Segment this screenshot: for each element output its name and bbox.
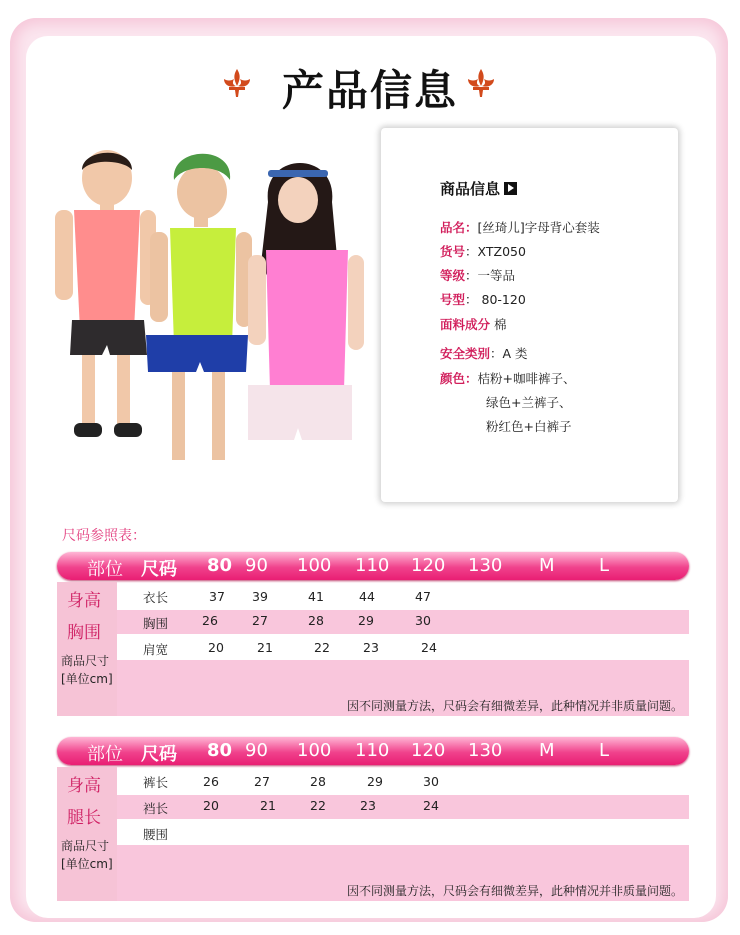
table-cell: 21 <box>260 798 276 813</box>
fleur-de-lis-icon <box>464 66 498 100</box>
left-label-unit: [单位cm] <box>61 672 113 686</box>
page-title: 产品信息 <box>281 66 458 115</box>
row-label-crotch: 裆长 <box>143 801 169 816</box>
size-100: 100 <box>297 555 332 576</box>
table-cell: 24 <box>421 640 437 655</box>
table-cell: 26 <box>203 774 219 789</box>
table-cell: 30 <box>415 613 431 628</box>
table-cell: 44 <box>359 589 375 604</box>
table-cell: 27 <box>252 613 268 628</box>
row-label-waist: 腰围 <box>143 827 169 842</box>
row-label-length: 衣长 <box>143 590 169 605</box>
row-label-pants-length: 裤长 <box>143 775 169 790</box>
play-icon <box>504 182 517 195</box>
size-130: 130 <box>468 740 503 761</box>
header-size: 尺码 <box>141 744 177 765</box>
table-cell: 23 <box>360 798 376 813</box>
size-l: L <box>599 740 610 761</box>
info-row-name: 品名：[丝琦儿]字母背心套装 <box>440 220 600 235</box>
table-cell: 47 <box>415 589 431 604</box>
info-color-line-2: 绿色+兰裤子、 <box>486 395 572 410</box>
info-row-sku: 货号：XTZ050 <box>440 244 526 259</box>
disclaimer-note: 因不同测量方法，尺码会有细微差异，此种情况并非质量问题。 <box>346 884 683 898</box>
left-label-height: 身高 <box>67 591 101 611</box>
size-m: M <box>539 740 555 761</box>
info-row-size: 号型： 80-120 <box>440 292 526 307</box>
left-label-height: 身高 <box>67 776 101 796</box>
left-label-dim: 商品尺寸 <box>61 654 110 668</box>
info-color-line-3: 粉红色+白裤子 <box>486 419 572 434</box>
size-l: L <box>599 555 610 576</box>
table-cell: 29 <box>358 613 374 628</box>
size-80: 80 <box>207 740 233 761</box>
size-120: 120 <box>411 740 446 761</box>
info-row-fabric: 面料成分 棉 <box>440 317 507 332</box>
size-m: M <box>539 555 555 576</box>
table-cell: 27 <box>254 774 270 789</box>
size-header-bar <box>57 737 689 765</box>
product-info-card <box>381 128 678 502</box>
size-chart-label: 尺码参照表： <box>62 528 146 544</box>
header-part: 部位 <box>87 559 123 580</box>
table-cell: 37 <box>209 589 225 604</box>
left-label-unit: [单位cm] <box>61 857 113 871</box>
bottom-size-table <box>57 767 689 901</box>
table-cell: 28 <box>308 613 324 628</box>
size-110: 110 <box>355 740 390 761</box>
table-cell: 22 <box>310 798 326 813</box>
info-row-color: 颜色：桔粉+咖啡裤子、 <box>440 371 576 386</box>
table-cell: 24 <box>423 798 439 813</box>
left-label-leg: 腿长 <box>67 808 101 828</box>
info-heading: 商品信息 <box>440 178 517 199</box>
table-cell: 29 <box>367 774 383 789</box>
table-cell: 20 <box>208 640 224 655</box>
size-100: 100 <box>297 740 332 761</box>
info-row-safety: 安全类别：A 类 <box>440 346 528 361</box>
header-part: 部位 <box>87 744 123 765</box>
size-130: 130 <box>468 555 503 576</box>
table-cell: 21 <box>257 640 273 655</box>
size-80: 80 <box>207 555 233 576</box>
left-label-chest: 胸围 <box>67 623 101 643</box>
top-size-table <box>57 582 689 716</box>
row-label-chest: 胸围 <box>143 616 169 631</box>
table-cell: 22 <box>314 640 330 655</box>
size-90: 90 <box>245 555 268 576</box>
size-header-bar <box>57 552 689 580</box>
row-label-shoulder: 肩宽 <box>143 642 169 657</box>
table-cell: 30 <box>423 774 439 789</box>
table-cell: 26 <box>202 613 218 628</box>
table-cell: 41 <box>308 589 324 604</box>
table-cell: 20 <box>203 798 219 813</box>
size-90: 90 <box>245 740 268 761</box>
size-110: 110 <box>355 555 390 576</box>
header-size: 尺码 <box>141 559 177 580</box>
info-row-grade: 等级：一等品 <box>440 268 516 283</box>
table-cell: 23 <box>363 640 379 655</box>
table-cell: 39 <box>252 589 268 604</box>
size-120: 120 <box>411 555 446 576</box>
table-cell: 28 <box>310 774 326 789</box>
disclaimer-note: 因不同测量方法，尺码会有细微差异，此种情况并非质量问题。 <box>346 699 683 713</box>
product-photo <box>52 140 364 470</box>
left-label-dim: 商品尺寸 <box>61 839 110 853</box>
